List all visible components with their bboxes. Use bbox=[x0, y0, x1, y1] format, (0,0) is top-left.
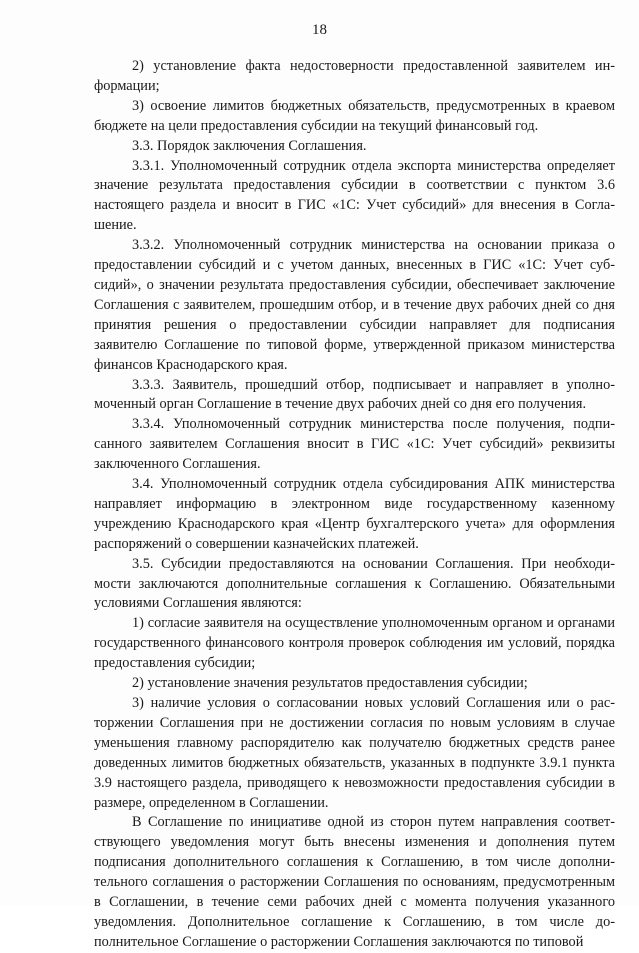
paragraph-item-3-budget-limits: 3) освоение лимитов бюджетных обязательств, предусмотренных в краевом бюджете на цели предоставления субсидии на текущий финансовый год. bbox=[94, 97, 615, 134]
paragraph-3-3-1: 3.3.1. Уполномоченный сотрудник отдела экспорта министерства определяет значение результата предоставления субсидии в соответствии с пунктом 3.6 настоящего раздела и вносит в ГИС «1С: Учет субсидий» для внесения в Соглашение. bbox=[94, 157, 615, 234]
paragraph-3-3-3: 3.3.3. Заявитель, прошедший отбор, подписывает и направляет в уполномоченный орган Соглашение в течение двух рабочих дней со дня его получения. bbox=[94, 376, 615, 413]
paragraph-3-5: 3.5. Субсидии предоставляются на основании Соглашения. При необходимости заключаются дополнительные соглашения к Соглашению. Обязательными условиями Соглашения являются: bbox=[94, 555, 615, 612]
page-number: 18 bbox=[312, 22, 327, 38]
paragraph-3-3-heading: 3.3. Порядок заключения Соглашения. bbox=[132, 137, 367, 154]
paragraph-condition-2: 2) установление значения результатов предоставления субсидии; bbox=[132, 675, 528, 692]
document-body bbox=[94, 57, 615, 953]
paragraph-3-3-2: 3.3.2. Уполномоченный сотрудник министерства на основании приказа о предоставлении субсидий и с учетом данных, внесенных в ГИС «1С: Учет субсидий», о значении результата предоставления субсидии, обеспечивает заключение Соглашения с заявителем, прошедшим отбор, и в течение двух рабочих дней со дня принятия решения о предоставлении субсидии направляет для подписания заявителю Соглашение по типовой форме, утвержденной приказом министерства финансов Краснодарского края. bbox=[94, 237, 615, 373]
paragraph-condition-3: 3) наличие условия о согласовании новых условий Соглашения или о расторжении Соглашения при не достижении согласия по новым условиям в случае уменьшения главному распорядителю как получателю бюджетных средств ранее доведенных лимитов бюджетных обязательств, указанных в подпункте 3.9.1 пункта 3.9 настоящего раздела, приводящего к невозможности предоставления субсидии в размере, определенном в Соглашении. bbox=[94, 695, 615, 811]
paragraph-3-3-4: 3.3.4. Уполномоченный сотрудник министерства после получения, подписанного заявителем Соглашения вносит в ГИС «1С: Учет субсидий» реквизиты заключенного Соглашения. bbox=[94, 416, 615, 473]
paragraph-item-2-unreliable-info: 2) установление факта недостоверности предоставленной заявителем информации; bbox=[94, 58, 615, 94]
paragraph-3-4: 3.4. Уполномоченный сотрудник отдела субсидирования АПК министерства направляет информацию в электронном виде государственному казенному учреждению Краснодарского края «Центр бухгалтерского учета» для оформления распоряжений о совершении казначейских платежей. bbox=[94, 476, 615, 552]
paragraph-condition-1: 1) согласие заявителя на осуществление уполномоченным органом и органами государственного финансового контроля проверок соблюдения им условий, порядка предоставления субсидии; bbox=[94, 615, 615, 672]
paragraph-amendments: В Соглашение по инициативе одной из сторон путем направления соответствующего уведомления могут быть внесены изменения и дополнения путем подписания дополнительного соглашения к Соглашению, в том числе дополнительного соглашения о расторжении Соглашения по основаниям, предусмотренным в Соглашении, в течение семи рабочих дней с момента получения указанного уведомления. Дополнительное соглашение к Соглашению, в том числе дополнительное Соглашение о расторжении Соглашения заключаются по типовой bbox=[94, 814, 615, 950]
